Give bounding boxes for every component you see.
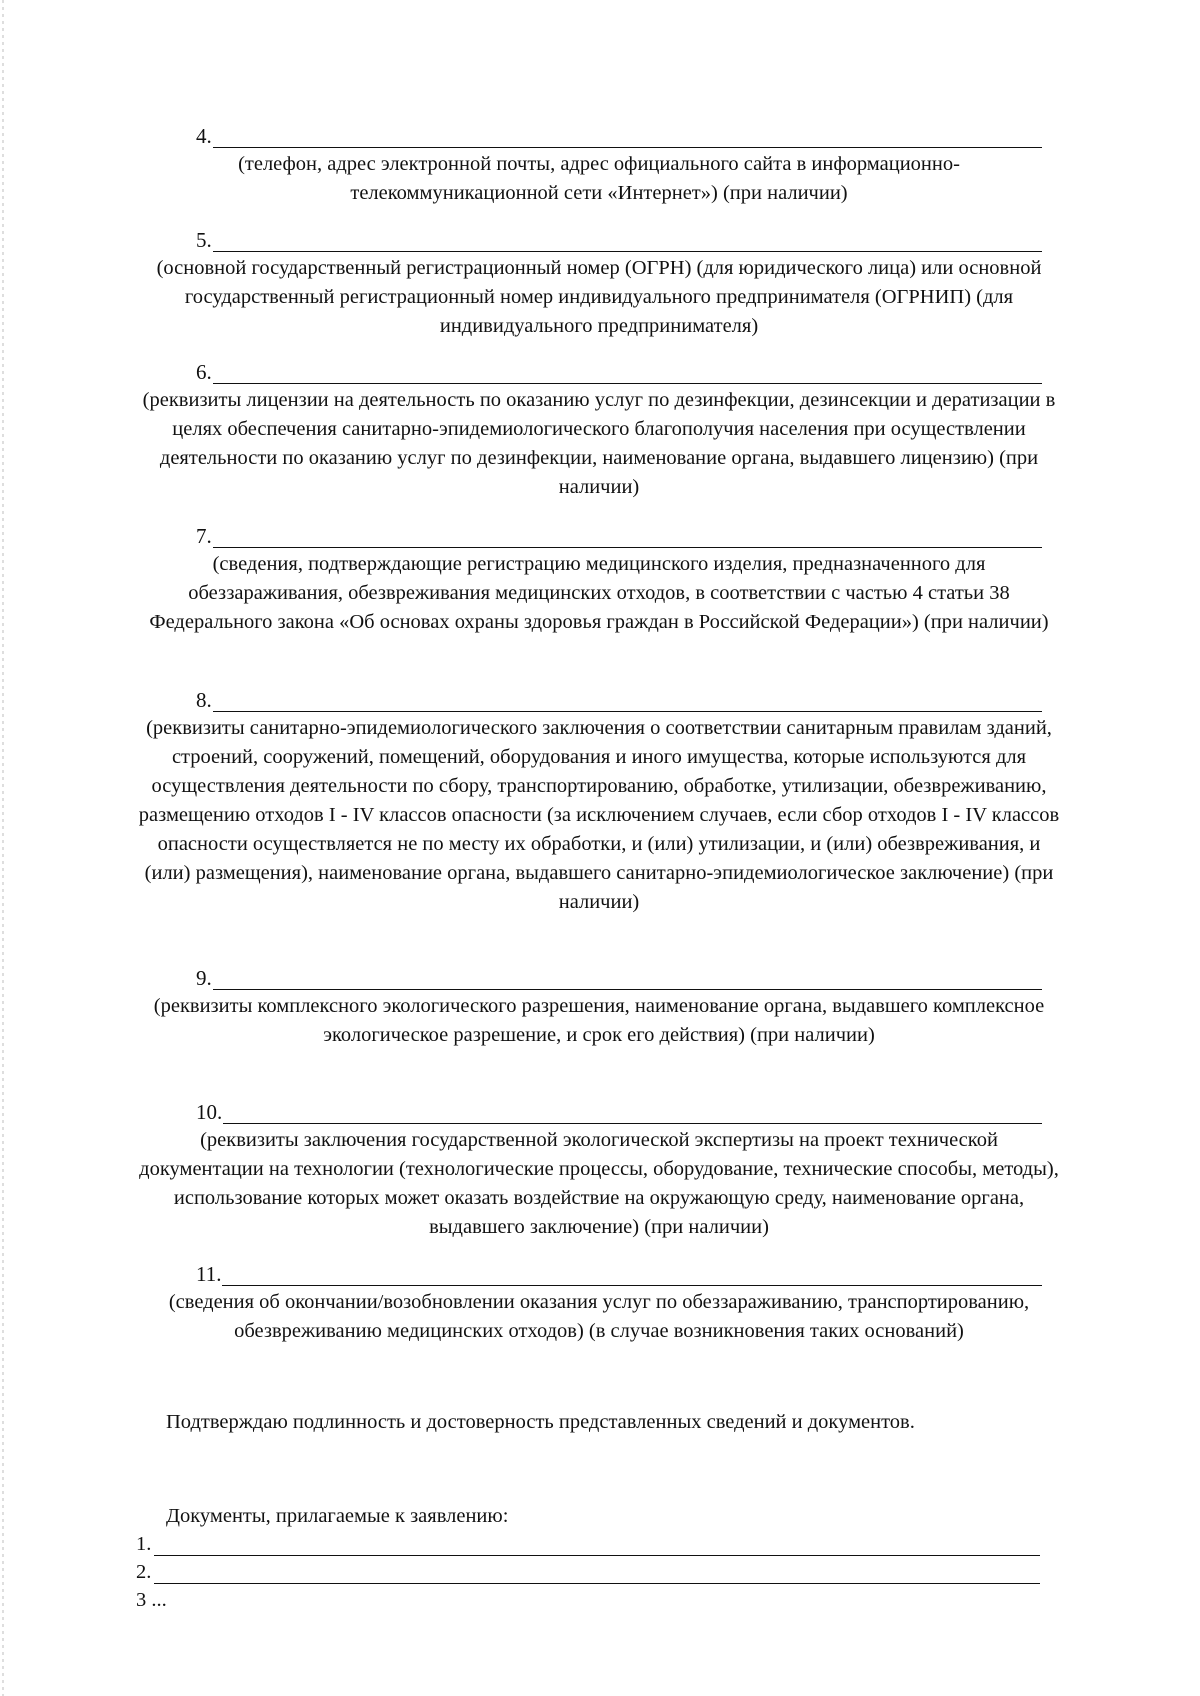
attachment-number: 1. (136, 1533, 152, 1555)
field-9-line (196, 960, 1042, 990)
field-caption: (основной государственный регистрационный номер (ОГРН) (для юридического лица) или основной государственный регистрационный номер индивидуального предпринимателя (ОГРНИП) (для индивидуального предпринимателя) (156, 257, 1042, 337)
field-input-line[interactable] (213, 689, 1042, 712)
field-caption: (телефон, адрес электронной почты, адрес официального сайта в информационно-телекоммуникационной сети «Интернет») (при наличии) (238, 153, 960, 204)
field-number: 6. (196, 360, 212, 384)
field-10-line (196, 1094, 1042, 1124)
field-number: 10. (196, 1100, 223, 1124)
attachment-input-line[interactable] (154, 1535, 1040, 1556)
field-number: 7. (196, 524, 212, 548)
field-caption: (сведения, подтверждающие регистрацию медицинского изделия, предназначенного для обеззараживания, обезвреживания медицинских отходов, в соответствии с частью 4 статьи 38 Федерального закона «Об основах охраны здоровья граждан в Российской Федерации») (при наличии) (149, 553, 1049, 633)
field-number: 11. (196, 1262, 222, 1286)
field-input-line[interactable] (213, 967, 1042, 990)
field-caption: (реквизиты лицензии на деятельность по оказанию услуг по дезинфекции, дезинсекции и дератизации в целях обеспечения санитарно-эпидемиологического благополучия населения при осуществлении деятельности по оказанию услуг по дезинфекции, наименование органа, выдавшего лицензию) (при наличии) (142, 389, 1056, 498)
field-5-line (196, 222, 1042, 252)
field-number: 9. (196, 966, 212, 990)
field-number: 5. (196, 228, 212, 252)
attachments-title: Документы, прилагаемые к заявлению: (166, 1505, 509, 1527)
field-caption: (реквизиты санитарно-эпидемиологического заключения о соответствии санитарным правилам зданий, строений, сооружений, помещений, оборудования и иного имущества, которые используются для осуществления деятельности по сбору, транспортированию, обработке, утилизации, обезвреживанию, размещению отходов I - IV классов опасности (за исключением случаев, если сбор отходов I - IV классов опасности осуществляется не по месту их обработки, и (или) утилизации, и (или) обезвреживания, и (или) размещения), наименование органа, выдавшего санитарно-эпидемиологическое заключение) (при наличии) (138, 717, 1060, 913)
field-input-line[interactable] (213, 229, 1042, 252)
field-input-line[interactable] (213, 361, 1042, 384)
field-caption: (сведения об окончании/возобновлении оказания услуг по обеззараживанию, транспортированию, обезвреживанию медицинских отходов) (в случае возникновения таких оснований) (168, 1291, 1030, 1342)
field-input-line[interactable] (223, 1101, 1042, 1124)
field-input-line[interactable] (213, 125, 1042, 148)
field-number: 8. (196, 688, 212, 712)
confirmation-statement: Подтверждаю подлинность и достоверность представленных сведений и документов. (166, 1411, 915, 1433)
attachment-input-line[interactable] (154, 1563, 1040, 1584)
attachment-item (136, 1530, 1040, 1556)
scan-edge-artifact (2, 0, 4, 1696)
field-input-line[interactable] (213, 525, 1042, 548)
attachment-item (136, 1558, 1040, 1584)
field-8-line (196, 682, 1042, 712)
field-11-line (196, 1256, 1042, 1286)
field-number: 4. (196, 124, 212, 148)
field-7-line (196, 518, 1042, 548)
attachment-item (136, 1586, 336, 1612)
field-caption: (реквизиты комплексного экологического разрешения, наименование органа, выдавшего комплексное экологическое разрешение, и срок его действия) (при наличии) (153, 995, 1045, 1046)
attachment-number: 3 ... (136, 1589, 167, 1611)
field-4-line (196, 118, 1042, 148)
field-input-line[interactable] (222, 1263, 1042, 1286)
attachment-number: 2. (136, 1561, 152, 1583)
field-6-line (196, 354, 1042, 384)
field-caption: (реквизиты заключения государственной экологической экспертизы на проект технической документации на технологии (технологические процессы, оборудование, технические способы, методы), использование которых может оказать воздействие на окружающую среду, наименование органа, выдавшего заключение) (при наличии) (139, 1129, 1059, 1238)
